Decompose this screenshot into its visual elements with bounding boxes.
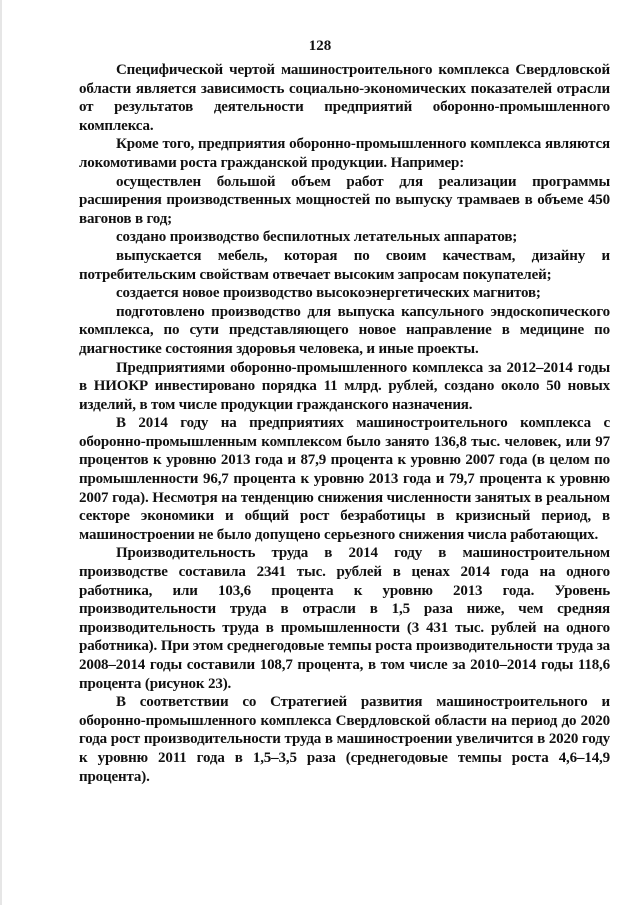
paragraph: Предприятиями оборонно-промышленного комплекса за 2012–2014 годы в НИОКР инвестировано порядка 11 млрд. рублей, создано около 50 новых изделий, в том числе продукции гражданского назначения. <box>79 359 610 413</box>
list-item: выпускается мебель, которая по своим качествам, дизайну и потребительским свойствам отвечает высоким запросам покупателей; <box>79 247 610 283</box>
paragraph: Кроме того, предприятия оборонно-промышленного комплекса являются локомотивами роста гражданской продукции. Например: <box>79 136 610 171</box>
page-number: 128 <box>308 38 332 54</box>
paragraph: В соответствии со Стратегией развития машиностроительного и оборонно-промышленного комплекса Свердловской области на период до 2020 года рост производительности труда в машиностроении увеличится в 2020 году к уровню 2011 года в 1,5–3,5 раза (среднегодовые темпы роста 4,6–14,9 процента). <box>79 694 610 785</box>
list-item: создается новое производство высокоэнергетических магнитов; <box>116 285 541 302</box>
list-item: подготовлено производство для выпуска капсульного эндоскопического комплекса, по сути представляющего новое направление в медицине по диагностике состояния здоровья человека, и иные проекты. <box>79 303 610 357</box>
list-item: осуществлен большой объем работ для реализации программы расширения производственных мощностей по выпуску трамваев в объеме 450 вагонов в год; <box>79 173 610 227</box>
body-text <box>79 61 610 786</box>
paragraph: Специфической чертой машиностроительного комплекса Свердловской области является зависимость социально-экономических показателей отрасли от результатов деятельности предприятий оборонно-промышленного комплекса. <box>79 62 610 134</box>
paragraph: В 2014 году на предприятиях машиностроительного комплекса с оборонно-промышленным комплексом было занято 136,8 тыс. человек, или 97 процентов к уровню 2013 года и 87,9 процента к уровню 2007 года (в целом по промышленности 96,7 процента к уровню 2013 года и 79,7 процента к уровню 2007 года). Несмотря на тенденцию снижения численности занятых в реальном секторе экономики и общий рост безработицы в кризисный период, в машиностроении не было допущено серьезного снижения числа работающих. <box>79 415 610 543</box>
list-item: создано производство беспилотных летательных аппаратов; <box>116 229 518 246</box>
scan-edge <box>0 0 2 905</box>
paragraph: Производительность труда в 2014 году в машиностроительном производстве составила 2341 тыс. рублей в ценах 2014 года на одного работника, или 103,6 процента к уровню 2013 года. Уровень производительности труда в отрасли в 1,5 раза ниже, чем средняя производительность труда в промышленности (3 431 тыс. рублей на одного работника). При этом среднегодовые темпы роста производительности труда за 2008–2014 годы составили 108,7 процента, в том числе за 2010–2014 годы 118,6 процента (рисунок 23). <box>79 545 610 692</box>
